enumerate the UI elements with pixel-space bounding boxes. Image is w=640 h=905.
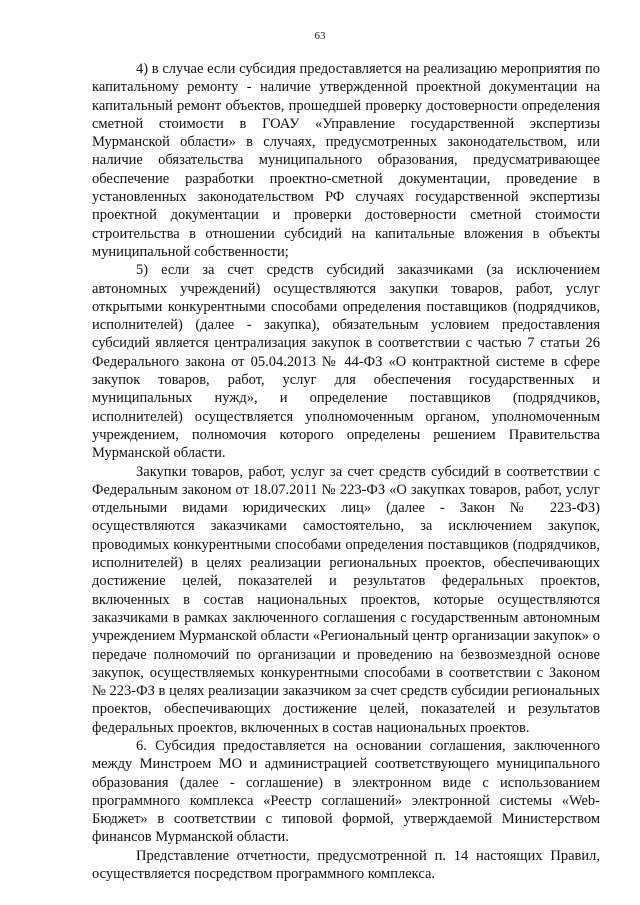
paragraph-item-4: 4) в случае если субсидия предоставляется на реализацию мероприятия по капитальному ремонту - наличие утвержденной проектной документации на капитальный ремонт объектов, прошедшей проверку достоверности определения сметной стоимости в ГОАУ «Управление государственной экспертизы Мурманской области» в случаях, предусмотренных законодательством, или наличие обязательства муниципального образования, предусматривающее обеспечение разработки проектно-сметной документации, проведение в установленных законодательством РФ случаях государственной экспертизы проектной документации и проверки достоверности сметной стоимости строительства в отношении субсидий на капитальные вложения в объекты муниципальной собственности; <box>92 61 600 260</box>
paragraph-item-5: 5) если за счет средств субсидий заказчиками (за исключением автономных учреждений) осуществляются закупки товаров, работ, услуг открытыми конкурентными способами определения поставщиков (подрядчиков, исполнителей) (далее - закупка), обязательным условием предоставления субсидий является централизация закупок в соответствии с частью 7 статьи 26 Федерального закона от 05.04.2013 № 44-ФЗ «О контрактной системе в сфере закупок товаров, работ, услуг для обеспечения государственных и муниципальных нужд», и определение поставщиков (подрядчиков, исполнителей) осуществляется уполномоченным органом, уполномоченным учреждением, полномочия которого определены решением Правительства Мурманской области. <box>92 262 600 462</box>
document-body <box>92 60 600 883</box>
paragraph-reporting: Представление отчетности, предусмотренной п. 14 настоящих Правил, осуществляется посредством программного комплекса. <box>92 847 600 883</box>
paragraph-procurement-223fz: Закупки товаров, работ, услуг за счет средств субсидий в соответствии с Федеральным законом от 18.07.2011 № 223-ФЗ «О закупках товаров, работ, услуг отдельными видами юридических лиц» (далее - Закон № 223-ФЗ) осуществляются заказчиками самостоятельно, за исключением закупок, проводимых конкурентными способами определения поставщиков (подрядчиков, исполнителей) в целях реализации региональных проектов, обеспечивающих достижение целей, показателей и результатов федеральных проектов, включенных в состав национальных проектов, которые осуществляются заказчиками в рамках заключенного соглашения с государственным автономным учреждением Мурманской области «Региональный центр организации закупок» о передаче полномочий по организации и проведению на безвозмездной основе закупок, осуществляемых конкурентными способами в соответствии с Законом № 223-ФЗ в целях реализации заказчиком за счет средств субсидии региональных проектов, обеспечивающих достижение целей, показателей и результатов федеральных проектов, включенных в состав национальных проектов. <box>92 463 600 736</box>
paragraph-item-6: 6. Субсидия предоставляется на основании соглашения, заключенного между Минстроем МО и администрацией соответствующего муниципального образования (далее - соглашение) в электронном виде с использованием программного комплекса «Реестр соглашений» электронной системы «Web-Бюджет» в соответствии с типовой формой, утверждаемой Министерством финансов Мурманской области. <box>92 737 600 846</box>
page-number: 63 <box>314 30 326 42</box>
